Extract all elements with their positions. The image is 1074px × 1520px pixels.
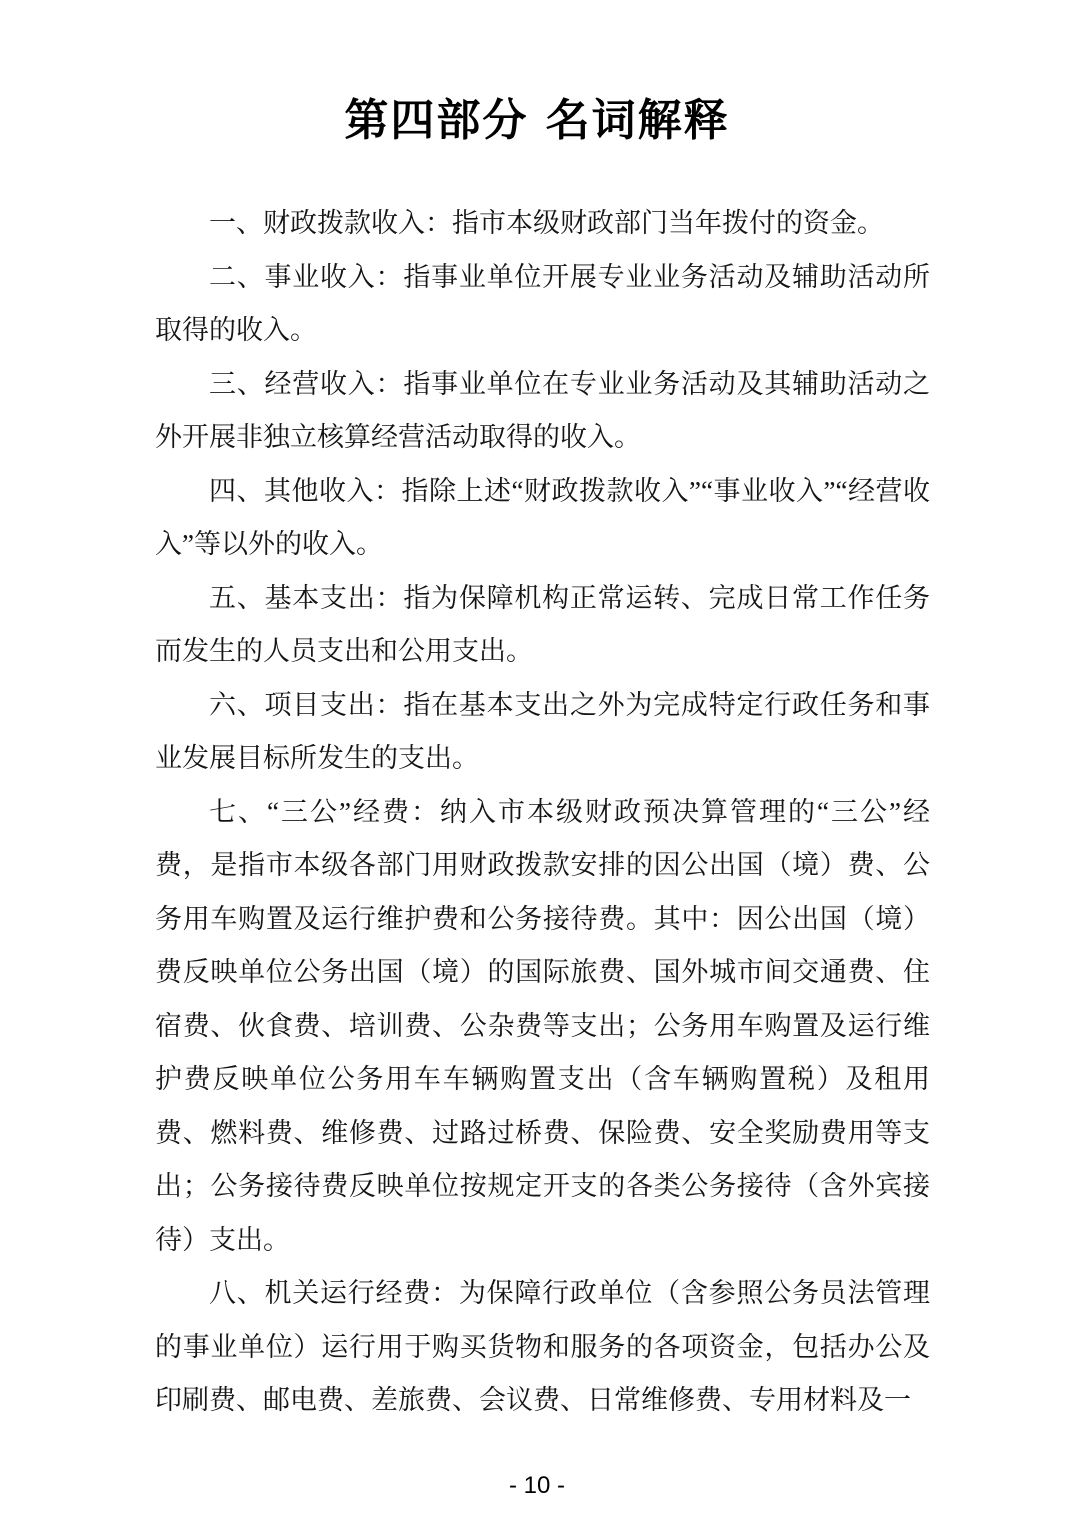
body-paragraph-definition-1: 一、财政拨款收入：指市本级财政部门当年拨付的资金。 — [209, 208, 884, 239]
body-paragraph-definition-6: 六、项目支出：指在基本支出之外为完成特定行政任务和事业发展目标所发生的支出。 — [155, 689, 930, 774]
page-title: 第四部分 名词解释 — [344, 95, 730, 146]
body-paragraph-definition-4: 四、其他收入：指除上述“财政拨款收入”“事业收入”“经营收入”等以外的收入。 — [155, 475, 930, 560]
body-paragraph-definition-3: 三、经营收入：指事业单位在专业业务活动及其辅助活动之外开展非独立核算经营活动取得的收入。 — [155, 368, 930, 453]
body-paragraph-definition-5: 五、基本支出：指为保障机构正常运转、完成日常工作任务而发生的人员支出和公用支出。 — [155, 582, 930, 667]
page-number: - 10 - — [508, 1472, 565, 1499]
document-body — [155, 197, 930, 1428]
body-paragraph-definition-7: 七、“三公”经费：纳入市本级财政预决算管理的“三公”经费，是指市本级各部门用财政拨款安排的因公出国（境）费、公务用车购置及运行维护费和公务接待费。其中：因公出国（境）费反映单位公务出国（境）的国际旅费、国外城市间交通费、住宿费、伙食费、培训费、公杂费等支出；公务用车购置及运行维护费反映单位公务用车车辆购置支出（含车辆购置税）及租用费、燃料费、维修费、过路过桥费、保险费、安全奖励费用等支出；公务接待费反映单位按规定开支的各类公务接待（含外宾接待）支出。 — [155, 796, 930, 1255]
page-footer — [0, 1472, 1074, 1501]
body-paragraph-definition-2: 二、事业收入：指事业单位开展专业业务活动及辅助活动所取得的收入。 — [155, 261, 930, 346]
body-paragraph-definition-8: 八、机关运行经费：为保障行政单位（含参照公务员法管理的事业单位）运行用于购买货物和服务的各项资金，包括办公及印刷费、邮电费、差旅费、会议费、日常维修费、专用材料及一 — [155, 1278, 930, 1416]
